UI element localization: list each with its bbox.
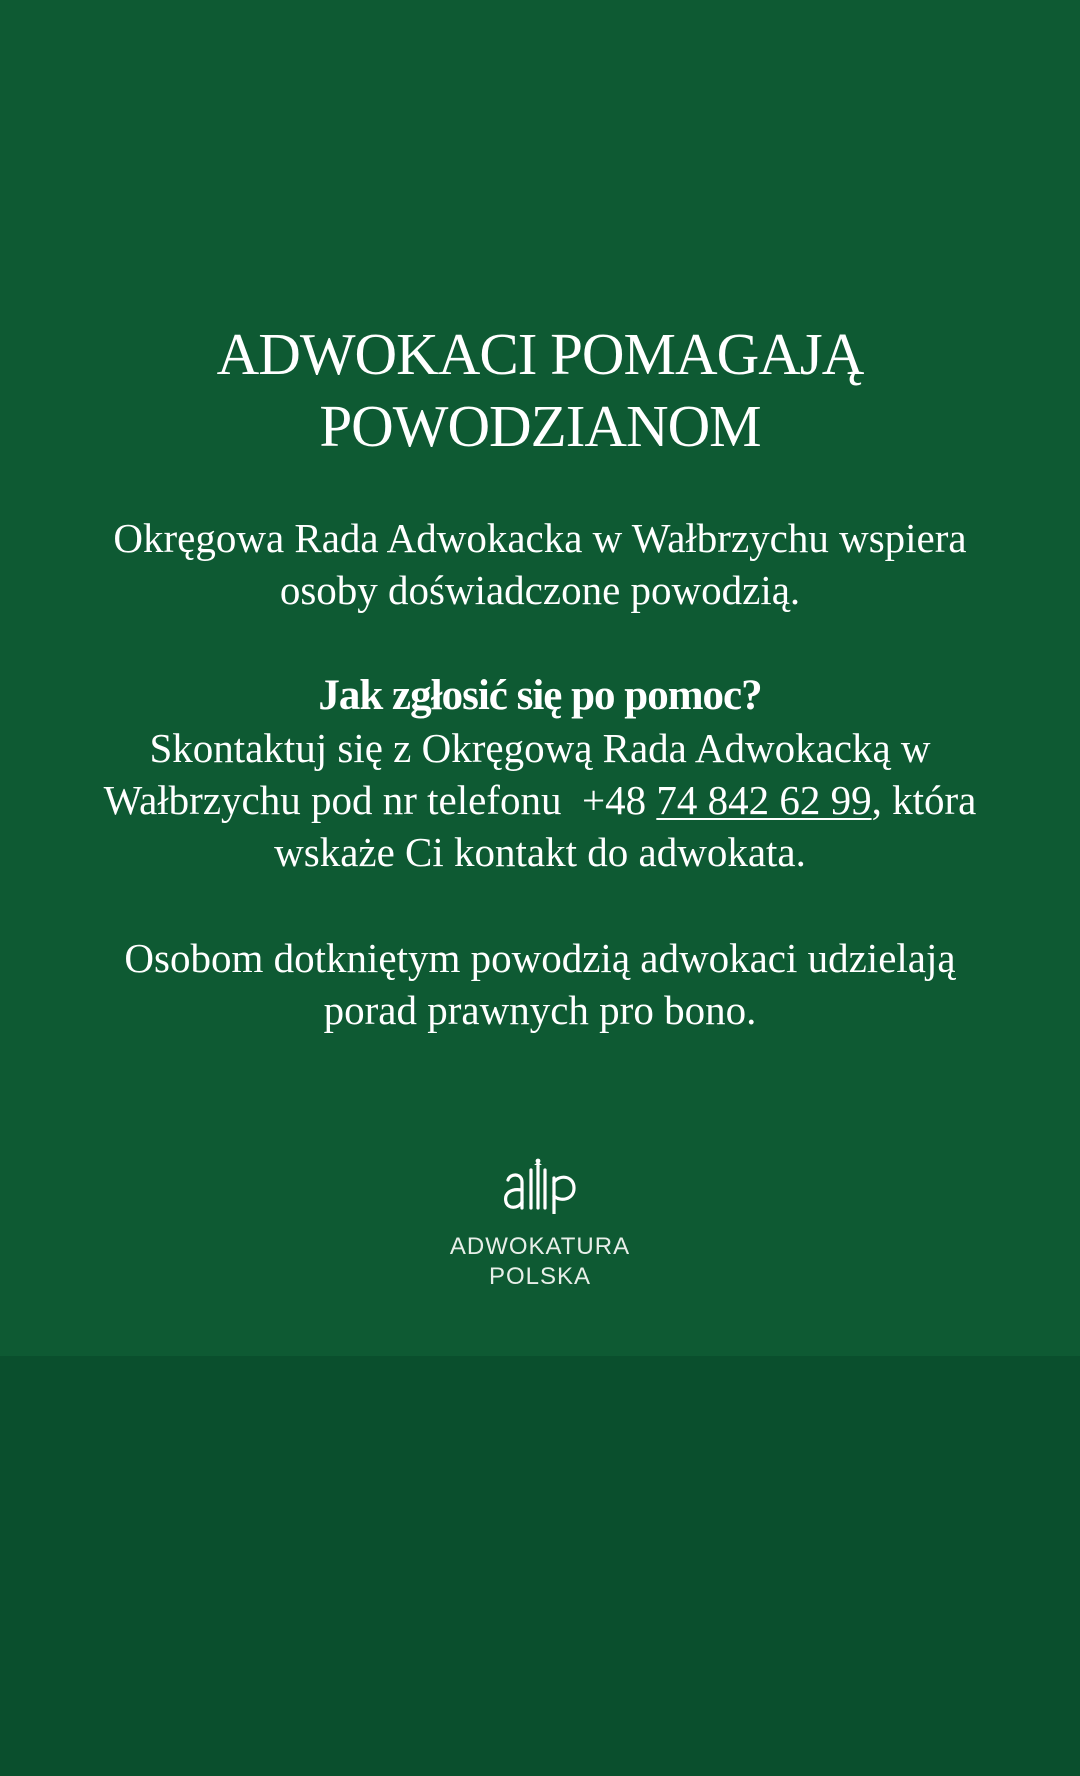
title-line-2: POWODZIANOM (319, 393, 761, 459)
contact-line-2-suffix: , która (871, 777, 977, 823)
page-title (0, 318, 1080, 462)
logo-text-line-2: POLSKA (488, 1263, 592, 1290)
adwokatura-emblem-icon (500, 1156, 580, 1214)
phone-number-link[interactable]: 74 842 62 99 (656, 777, 872, 823)
help-question: Jak zgłosić się po pomoc? (318, 672, 762, 719)
contact-paragraph (0, 722, 1080, 878)
closing-line-2: porad prawnych pro bono. (323, 987, 757, 1033)
contact-line-3: wskaże Ci kontakt do adwokata. (274, 829, 806, 875)
closing-line-1: Osobom dotkniętym powodzią adwokaci udzielają (124, 935, 956, 981)
closing-paragraph (0, 932, 1080, 1036)
contact-line-2-prefix: Wałbrzychu pod nr telefonu +48 (103, 777, 657, 823)
adwokatura-logo (0, 1156, 1080, 1292)
logo-text-line-1: ADWOKATURA (449, 1233, 631, 1260)
intro-line-2: osoby doświadczone powodzią. (279, 567, 801, 613)
intro-line-1: Okręgowa Rada Adwokacka w Wałbrzychu wspiera (113, 515, 967, 561)
contact-line-1: Skontaktuj się z Okręgową Rada Adwokacką w (149, 725, 931, 771)
intro-paragraph (0, 512, 1080, 616)
lower-panel (0, 1356, 1080, 1776)
title-line-1: ADWOKACI POMAGAJĄ (216, 321, 864, 387)
